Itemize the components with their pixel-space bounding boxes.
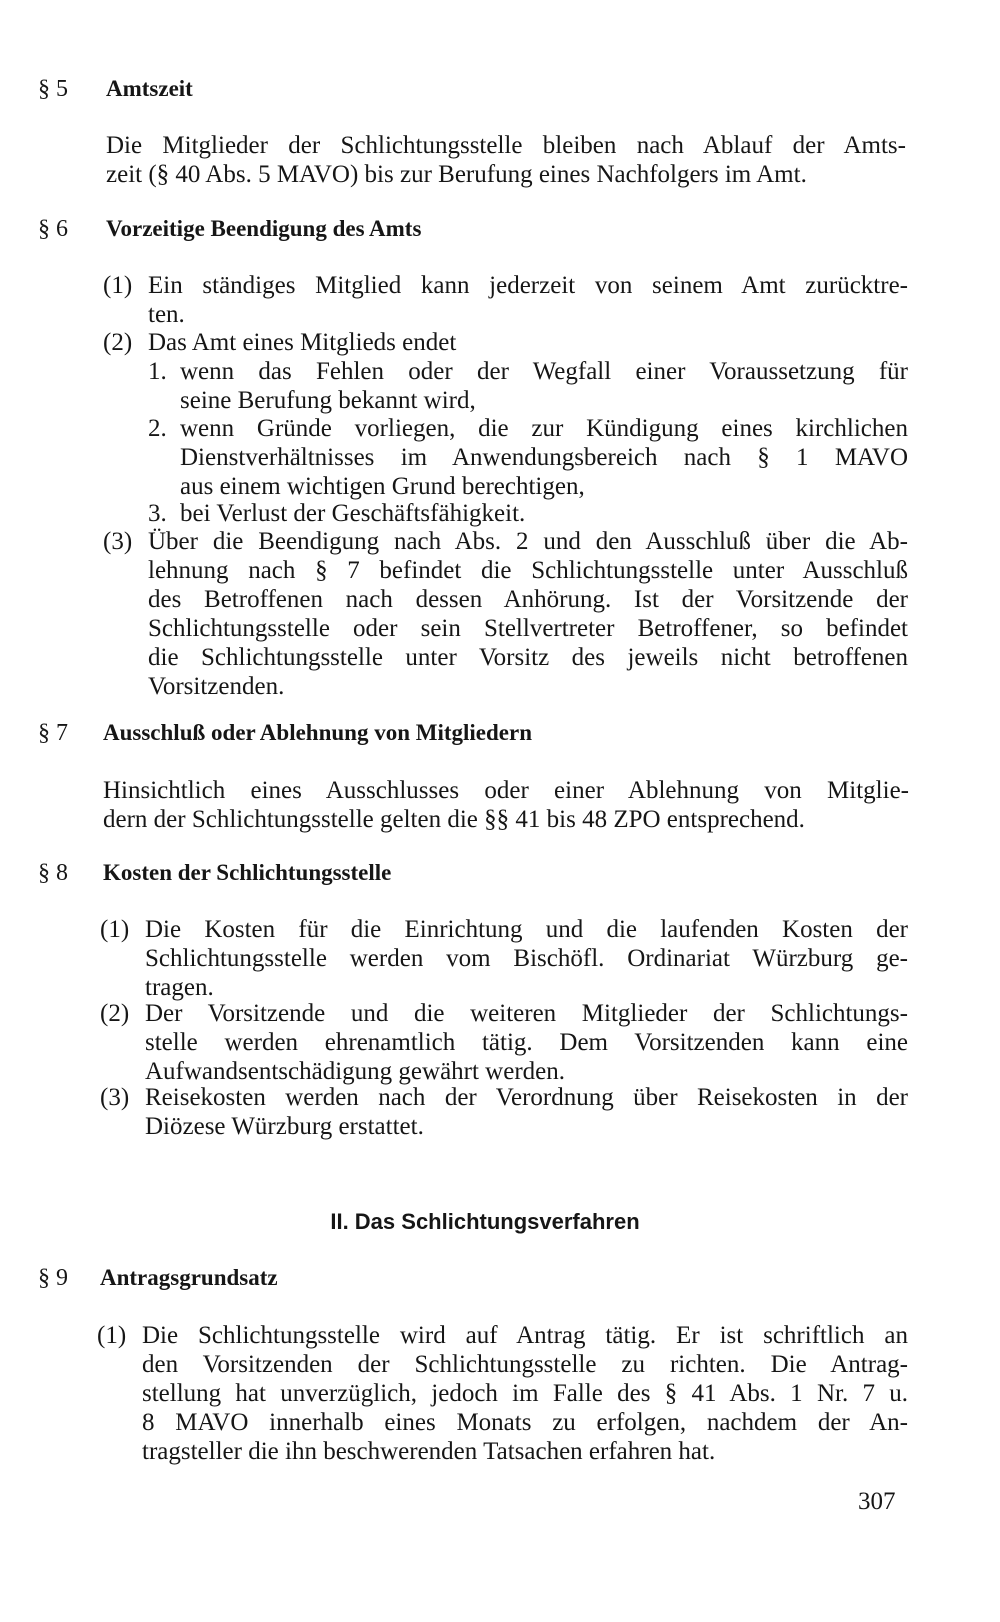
section-8-p1-marker: (1): [100, 916, 130, 943]
paragraph-line: 8 MAVO innerhalb eines Monats zu erfolgen, nachdem der An-: [142, 1409, 908, 1436]
paragraph-line: Die Kosten für die Einrichtung und die laufenden Kosten der: [145, 916, 908, 943]
page-number: 307: [858, 1488, 896, 1515]
section-9-p1-body: [142, 1321, 908, 1466]
section-5-line: Die Mitglieder der Schlichtungsstelle bleiben nach Ablauf der Amts-: [106, 132, 906, 159]
list-item-3-marker: 3.: [148, 500, 167, 527]
list-item-line: Dienstverhältnisses im Anwendungsbereich nach § 1 MAVO: [180, 444, 908, 471]
list-item-line: wenn Gründe vorliegen, die zur Kündigung eines kirchlichen: [180, 415, 908, 442]
paragraph-line: Der Vorsitzende und die weiteren Mitglieder der Schlichtungs-: [145, 1000, 908, 1027]
paragraph-line: Aufwandsentschädigung gewährt werden.: [145, 1058, 566, 1085]
paragraph-line: tragen.: [145, 974, 214, 1001]
section-8-title: Kosten der Schlichtungsstelle: [103, 860, 392, 885]
section-6-p2-intro: Das Amt eines Mitglieds endet: [148, 329, 457, 356]
list-item-line: seine Berufung bekannt wird,: [180, 387, 476, 414]
paragraph-line: Ein ständiges Mitglied kann jederzeit von seinem Amt zurücktre-: [148, 272, 908, 299]
section-7-line: Hinsichtlich eines Ausschlusses oder einer Ablehnung von Mitglie-: [103, 777, 909, 804]
list-item-2-marker: 2.: [148, 415, 167, 442]
paragraph-line: Über die Beendigung nach Abs. 2 und den Ausschluß über die Ab-: [148, 528, 908, 555]
section-8-p3-marker: (3): [100, 1084, 130, 1111]
paragraph-line: Schlichtungsstelle oder sein Stellvertreter Betroffener, so befindet: [148, 615, 908, 642]
list-item-1-marker: 1.: [148, 358, 167, 385]
section-6-p2-marker: (2): [103, 329, 133, 356]
paragraph-line: ten.: [148, 301, 185, 328]
section-7-number: § 7: [38, 720, 68, 746]
paragraph-line: Die Schlichtungsstelle wird auf Antrag tätig. Er ist schriftlich an: [142, 1322, 908, 1349]
section-7-line: dern der Schlichtungsstelle gelten die §§ 41 bis 48 ZPO entsprechend.: [103, 806, 805, 833]
section-9-title: Antragsgrundsatz: [100, 1265, 278, 1290]
paragraph-line: die Schlichtungsstelle unter Vorsitz des jeweils nicht betroffenen: [148, 644, 908, 671]
section-7-body: [103, 776, 909, 834]
section-5-title: Amtszeit: [106, 76, 193, 101]
section-8-p2-body: [145, 999, 908, 1086]
paragraph-line: stelle werden ehrenamtlich tätig. Dem Vorsitzenden kann eine: [145, 1029, 908, 1056]
section-8-p3-body: [145, 1083, 908, 1141]
paragraph-line: Reisekosten werden nach der Verordnung über Reisekosten in der: [145, 1084, 908, 1111]
section-7-title: Ausschluß oder Ablehnung von Mitgliedern: [103, 720, 533, 745]
paragraph-line: Schlichtungsstelle werden vom Bischöfl. Ordinariat Würzburg ge-: [145, 945, 908, 972]
section-9-number: § 9: [38, 1265, 68, 1291]
list-item-line: aus einem wichtigen Grund berechtigen,: [180, 473, 585, 500]
section-9-p1-marker: (1): [97, 1322, 127, 1349]
list-item-line: bei Verlust der Geschäftsfähigkeit.: [180, 500, 526, 527]
list-item-3-body: [180, 499, 908, 528]
paragraph-line: tragsteller die ihn beschwerenden Tatsachen erfahren hat.: [142, 1438, 716, 1465]
section-6-p1-body: [148, 271, 908, 329]
paragraph-line: lehnung nach § 7 befindet die Schlichtungsstelle unter Ausschluß: [148, 557, 908, 584]
section-8-p1-body: [145, 915, 908, 1002]
section-5-line: zeit (§ 40 Abs. 5 MAVO) bis zur Berufung eines Nachfolgers im Amt.: [106, 161, 807, 188]
paragraph-line: den Vorsitzenden der Schlichtungsstelle zu richten. Die Antrag-: [142, 1351, 908, 1378]
paragraph-line: Diözese Würzburg erstattet.: [145, 1113, 424, 1140]
section-5-body: [106, 131, 906, 189]
paragraph-line: stellung hat unverzüglich, jedoch im Falle des § 41 Abs. 1 Nr. 7 u.: [142, 1380, 908, 1407]
section-8-number: § 8: [38, 860, 68, 886]
chapter-heading: II. Das Schlichtungsverfahren: [330, 1209, 640, 1234]
paragraph-line: des Betroffenen nach dessen Anhörung. Ist der Vorsitzende der: [148, 586, 908, 613]
list-item-2-body: [180, 414, 908, 501]
section-6-p3-body: [148, 527, 908, 701]
section-8-p2-marker: (2): [100, 1000, 130, 1027]
section-5-number: § 5: [38, 76, 68, 102]
list-item-1-body: [180, 357, 908, 415]
paragraph-line: Vorsitzenden.: [148, 673, 285, 700]
list-item-line: wenn das Fehlen oder der Wegfall einer Voraussetzung für: [180, 358, 908, 385]
section-6-p3-marker: (3): [103, 528, 133, 555]
section-6-title: Vorzeitige Beendigung des Amts: [106, 216, 422, 241]
section-6-number: § 6: [38, 216, 68, 242]
section-6-p1-marker: (1): [103, 272, 133, 299]
